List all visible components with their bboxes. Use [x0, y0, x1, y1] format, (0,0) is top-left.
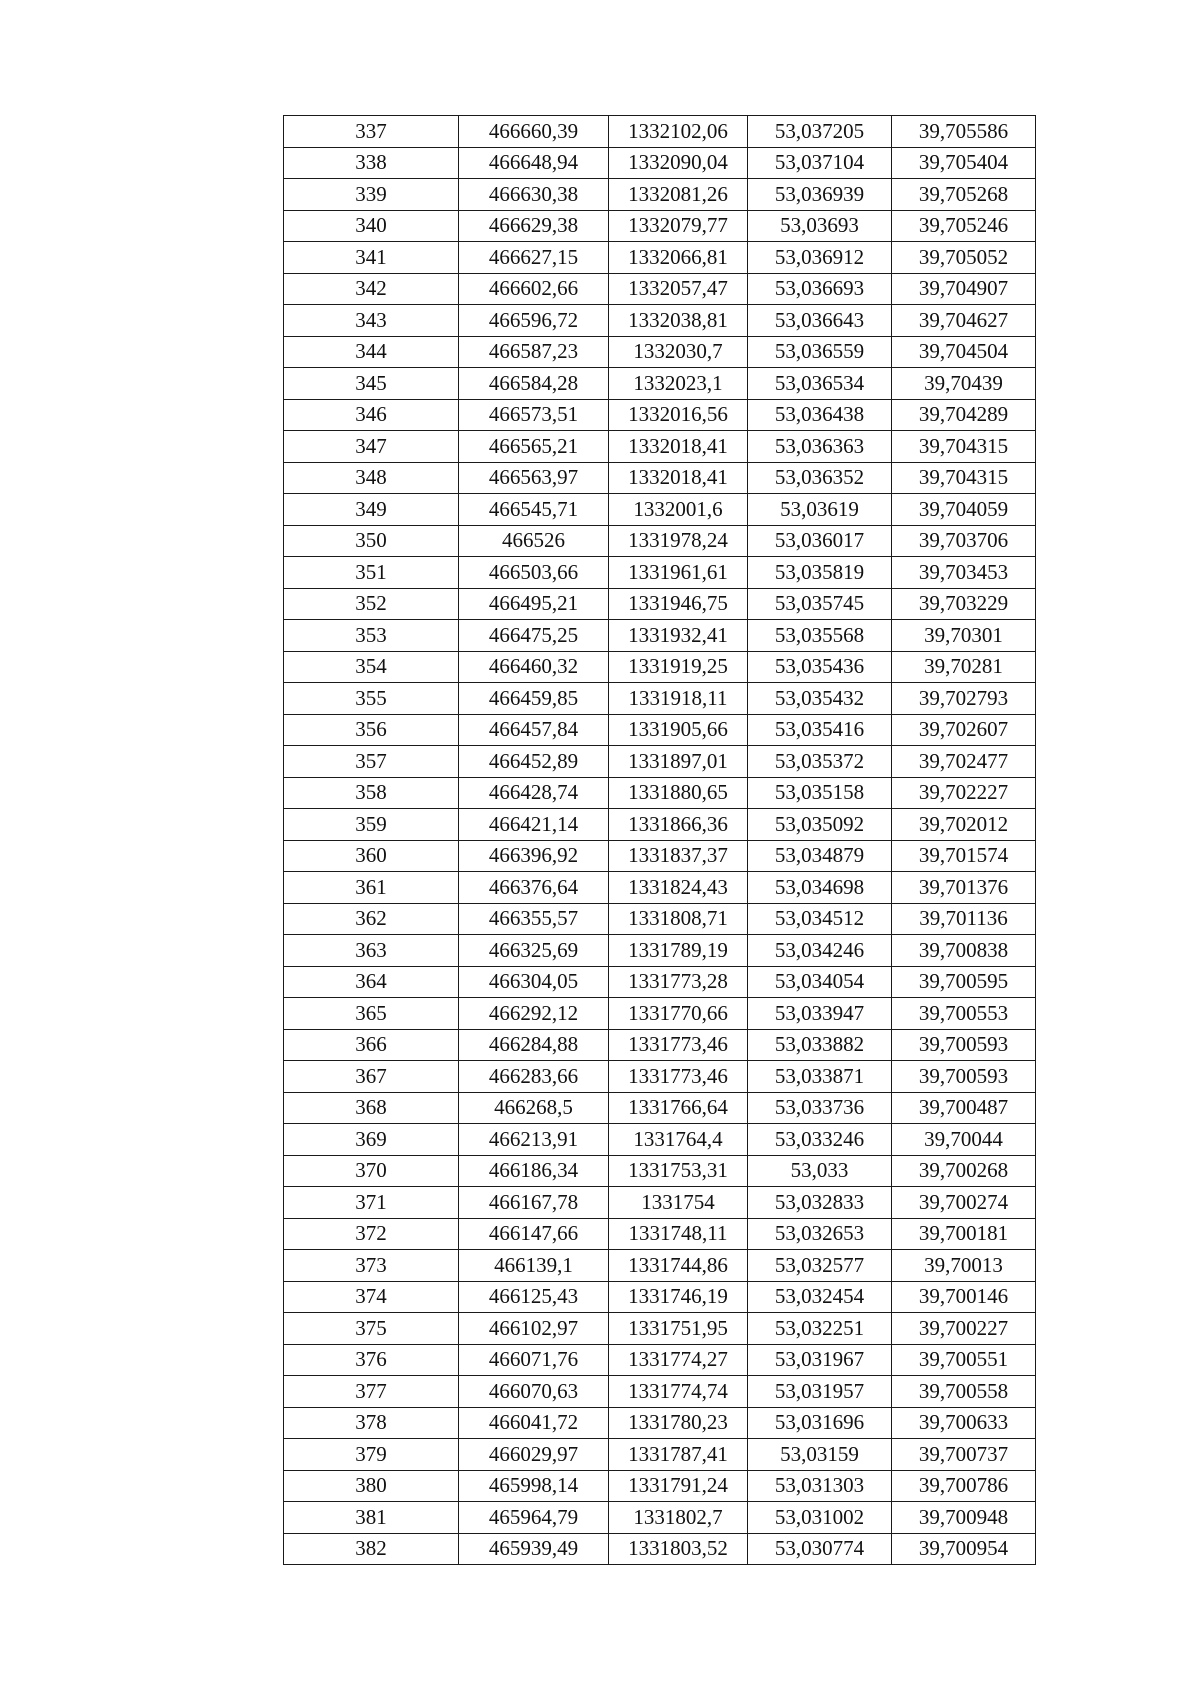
table-row — [284, 462, 1036, 494]
latitude-cell: 53,034512 — [748, 903, 892, 935]
x-coordinate-cell: 466573,51 — [459, 399, 609, 431]
longitude-cell: 39,704627 — [892, 305, 1036, 337]
longitude-cell: 39,705268 — [892, 179, 1036, 211]
y-coordinate-cell: 1331978,24 — [609, 525, 748, 557]
y-coordinate-cell: 1331897,01 — [609, 746, 748, 778]
y-coordinate-cell: 1331880,65 — [609, 777, 748, 809]
y-coordinate-cell: 1331748,11 — [609, 1218, 748, 1250]
point-number-cell: 356 — [284, 714, 459, 746]
table-row — [284, 777, 1036, 809]
longitude-cell: 39,70439 — [892, 368, 1036, 400]
x-coordinate-cell: 466102,97 — [459, 1313, 609, 1345]
y-coordinate-cell: 1332018,41 — [609, 431, 748, 463]
x-coordinate-cell: 466283,66 — [459, 1061, 609, 1093]
table-row — [284, 525, 1036, 557]
longitude-cell: 39,70013 — [892, 1250, 1036, 1282]
latitude-cell: 53,035372 — [748, 746, 892, 778]
x-coordinate-cell: 465964,79 — [459, 1502, 609, 1534]
x-coordinate-cell: 466376,64 — [459, 872, 609, 904]
point-number-cell: 376 — [284, 1344, 459, 1376]
table-row — [284, 1533, 1036, 1565]
table-row — [284, 1281, 1036, 1313]
longitude-cell: 39,702477 — [892, 746, 1036, 778]
x-coordinate-cell: 466545,71 — [459, 494, 609, 526]
table-row — [284, 588, 1036, 620]
table-row — [284, 903, 1036, 935]
latitude-cell: 53,037205 — [748, 116, 892, 148]
y-coordinate-cell: 1331753,31 — [609, 1155, 748, 1187]
point-number-cell: 381 — [284, 1502, 459, 1534]
point-number-cell: 349 — [284, 494, 459, 526]
y-coordinate-cell: 1331774,27 — [609, 1344, 748, 1376]
x-coordinate-cell: 466526 — [459, 525, 609, 557]
y-coordinate-cell: 1331918,11 — [609, 683, 748, 715]
longitude-cell: 39,700786 — [892, 1470, 1036, 1502]
y-coordinate-cell: 1331773,28 — [609, 966, 748, 998]
x-coordinate-cell: 466460,32 — [459, 651, 609, 683]
latitude-cell: 53,03693 — [748, 210, 892, 242]
table-row — [284, 336, 1036, 368]
point-number-cell: 370 — [284, 1155, 459, 1187]
point-number-cell: 374 — [284, 1281, 459, 1313]
latitude-cell: 53,032251 — [748, 1313, 892, 1345]
y-coordinate-cell: 1331866,36 — [609, 809, 748, 841]
longitude-cell: 39,702607 — [892, 714, 1036, 746]
x-coordinate-cell: 466596,72 — [459, 305, 609, 337]
latitude-cell: 53,035568 — [748, 620, 892, 652]
latitude-cell: 53,031002 — [748, 1502, 892, 1534]
y-coordinate-cell: 1332066,81 — [609, 242, 748, 274]
x-coordinate-cell: 466186,34 — [459, 1155, 609, 1187]
y-coordinate-cell: 1331770,66 — [609, 998, 748, 1030]
table-row — [284, 305, 1036, 337]
x-coordinate-cell: 466029,97 — [459, 1439, 609, 1471]
y-coordinate-cell: 1331787,41 — [609, 1439, 748, 1471]
table-row — [284, 746, 1036, 778]
table-row — [284, 1344, 1036, 1376]
y-coordinate-cell: 1331773,46 — [609, 1029, 748, 1061]
point-number-cell: 345 — [284, 368, 459, 400]
latitude-cell: 53,034698 — [748, 872, 892, 904]
table-row — [284, 998, 1036, 1030]
x-coordinate-cell: 466459,85 — [459, 683, 609, 715]
point-number-cell: 360 — [284, 840, 459, 872]
point-number-cell: 354 — [284, 651, 459, 683]
point-number-cell: 373 — [284, 1250, 459, 1282]
table-row — [284, 179, 1036, 211]
point-number-cell: 359 — [284, 809, 459, 841]
x-coordinate-cell: 466139,1 — [459, 1250, 609, 1282]
x-coordinate-cell: 466284,88 — [459, 1029, 609, 1061]
longitude-cell: 39,704059 — [892, 494, 1036, 526]
point-number-cell: 348 — [284, 462, 459, 494]
longitude-cell: 39,700227 — [892, 1313, 1036, 1345]
y-coordinate-cell: 1331774,74 — [609, 1376, 748, 1408]
point-number-cell: 378 — [284, 1407, 459, 1439]
y-coordinate-cell: 1332023,1 — [609, 368, 748, 400]
table-row — [284, 872, 1036, 904]
longitude-cell: 39,703453 — [892, 557, 1036, 589]
longitude-cell: 39,705404 — [892, 147, 1036, 179]
table-row — [284, 1187, 1036, 1219]
x-coordinate-cell: 466070,63 — [459, 1376, 609, 1408]
y-coordinate-cell: 1331791,24 — [609, 1470, 748, 1502]
point-number-cell: 351 — [284, 557, 459, 589]
x-coordinate-cell: 466627,15 — [459, 242, 609, 274]
x-coordinate-cell: 466268,5 — [459, 1092, 609, 1124]
x-coordinate-cell: 466563,97 — [459, 462, 609, 494]
table-row — [284, 651, 1036, 683]
y-coordinate-cell: 1331837,37 — [609, 840, 748, 872]
point-number-cell: 352 — [284, 588, 459, 620]
table-row — [284, 1029, 1036, 1061]
longitude-cell: 39,700593 — [892, 1061, 1036, 1093]
latitude-cell: 53,036939 — [748, 179, 892, 211]
y-coordinate-cell: 1332081,26 — [609, 179, 748, 211]
table-row — [284, 1439, 1036, 1471]
x-coordinate-cell: 466396,92 — [459, 840, 609, 872]
x-coordinate-cell: 466584,28 — [459, 368, 609, 400]
longitude-cell: 39,701376 — [892, 872, 1036, 904]
point-number-cell: 375 — [284, 1313, 459, 1345]
coordinates-table — [283, 115, 1036, 1565]
longitude-cell: 39,70281 — [892, 651, 1036, 683]
point-number-cell: 346 — [284, 399, 459, 431]
table-row — [284, 840, 1036, 872]
longitude-cell: 39,700633 — [892, 1407, 1036, 1439]
point-number-cell: 347 — [284, 431, 459, 463]
longitude-cell: 39,704504 — [892, 336, 1036, 368]
longitude-cell: 39,700595 — [892, 966, 1036, 998]
y-coordinate-cell: 1331780,23 — [609, 1407, 748, 1439]
longitude-cell: 39,700274 — [892, 1187, 1036, 1219]
point-number-cell: 355 — [284, 683, 459, 715]
x-coordinate-cell: 466503,66 — [459, 557, 609, 589]
x-coordinate-cell: 466325,69 — [459, 935, 609, 967]
point-number-cell: 377 — [284, 1376, 459, 1408]
point-number-cell: 366 — [284, 1029, 459, 1061]
longitude-cell: 39,703229 — [892, 588, 1036, 620]
x-coordinate-cell: 466565,21 — [459, 431, 609, 463]
table-row — [284, 1155, 1036, 1187]
longitude-cell: 39,704289 — [892, 399, 1036, 431]
table-row — [284, 1407, 1036, 1439]
longitude-cell: 39,700737 — [892, 1439, 1036, 1471]
longitude-cell: 39,705246 — [892, 210, 1036, 242]
longitude-cell: 39,704315 — [892, 462, 1036, 494]
point-number-cell: 367 — [284, 1061, 459, 1093]
y-coordinate-cell: 1331789,19 — [609, 935, 748, 967]
latitude-cell: 53,031696 — [748, 1407, 892, 1439]
latitude-cell: 53,035436 — [748, 651, 892, 683]
longitude-cell: 39,701136 — [892, 903, 1036, 935]
longitude-cell: 39,700268 — [892, 1155, 1036, 1187]
table-row — [284, 1124, 1036, 1156]
x-coordinate-cell: 465998,14 — [459, 1470, 609, 1502]
longitude-cell: 39,700558 — [892, 1376, 1036, 1408]
x-coordinate-cell: 466602,66 — [459, 273, 609, 305]
point-number-cell: 353 — [284, 620, 459, 652]
longitude-cell: 39,704907 — [892, 273, 1036, 305]
y-coordinate-cell: 1331751,95 — [609, 1313, 748, 1345]
x-coordinate-cell: 465939,49 — [459, 1533, 609, 1565]
table-row — [284, 809, 1036, 841]
table-row — [284, 494, 1036, 526]
longitude-cell: 39,701574 — [892, 840, 1036, 872]
y-coordinate-cell: 1332030,7 — [609, 336, 748, 368]
table-row — [284, 683, 1036, 715]
x-coordinate-cell: 466125,43 — [459, 1281, 609, 1313]
point-number-cell: 340 — [284, 210, 459, 242]
table-row — [284, 273, 1036, 305]
point-number-cell: 343 — [284, 305, 459, 337]
y-coordinate-cell: 1331744,86 — [609, 1250, 748, 1282]
latitude-cell: 53,033736 — [748, 1092, 892, 1124]
point-number-cell: 368 — [284, 1092, 459, 1124]
y-coordinate-cell: 1331961,61 — [609, 557, 748, 589]
y-coordinate-cell: 1331919,25 — [609, 651, 748, 683]
point-number-cell: 365 — [284, 998, 459, 1030]
latitude-cell: 53,032833 — [748, 1187, 892, 1219]
table-row — [284, 966, 1036, 998]
table-row — [284, 1092, 1036, 1124]
table-row — [284, 116, 1036, 148]
table-row — [284, 1250, 1036, 1282]
point-number-cell: 350 — [284, 525, 459, 557]
y-coordinate-cell: 1332018,41 — [609, 462, 748, 494]
x-coordinate-cell: 466304,05 — [459, 966, 609, 998]
x-coordinate-cell: 466495,21 — [459, 588, 609, 620]
point-number-cell: 344 — [284, 336, 459, 368]
x-coordinate-cell: 466629,38 — [459, 210, 609, 242]
latitude-cell: 53,035416 — [748, 714, 892, 746]
point-number-cell: 357 — [284, 746, 459, 778]
y-coordinate-cell: 1331764,4 — [609, 1124, 748, 1156]
latitude-cell: 53,035745 — [748, 588, 892, 620]
x-coordinate-cell: 466421,14 — [459, 809, 609, 841]
longitude-cell: 39,700146 — [892, 1281, 1036, 1313]
table-row — [284, 714, 1036, 746]
table-row — [284, 431, 1036, 463]
point-number-cell: 338 — [284, 147, 459, 179]
longitude-cell: 39,700838 — [892, 935, 1036, 967]
y-coordinate-cell: 1331746,19 — [609, 1281, 748, 1313]
point-number-cell: 372 — [284, 1218, 459, 1250]
point-number-cell: 363 — [284, 935, 459, 967]
point-number-cell: 341 — [284, 242, 459, 274]
longitude-cell: 39,700553 — [892, 998, 1036, 1030]
latitude-cell: 53,036438 — [748, 399, 892, 431]
latitude-cell: 53,030774 — [748, 1533, 892, 1565]
longitude-cell: 39,700948 — [892, 1502, 1036, 1534]
y-coordinate-cell: 1331766,64 — [609, 1092, 748, 1124]
latitude-cell: 53,031967 — [748, 1344, 892, 1376]
point-number-cell: 358 — [284, 777, 459, 809]
table-row — [284, 620, 1036, 652]
table-row — [284, 557, 1036, 589]
point-number-cell: 371 — [284, 1187, 459, 1219]
latitude-cell: 53,036017 — [748, 525, 892, 557]
y-coordinate-cell: 1332016,56 — [609, 399, 748, 431]
longitude-cell: 39,700181 — [892, 1218, 1036, 1250]
table-row — [284, 1061, 1036, 1093]
latitude-cell: 53,036559 — [748, 336, 892, 368]
y-coordinate-cell: 1331824,43 — [609, 872, 748, 904]
latitude-cell: 53,033246 — [748, 1124, 892, 1156]
y-coordinate-cell: 1331932,41 — [609, 620, 748, 652]
longitude-cell: 39,70044 — [892, 1124, 1036, 1156]
latitude-cell: 53,036643 — [748, 305, 892, 337]
longitude-cell: 39,704315 — [892, 431, 1036, 463]
table-row — [284, 1218, 1036, 1250]
latitude-cell: 53,037104 — [748, 147, 892, 179]
table-row — [284, 242, 1036, 274]
point-number-cell: 362 — [284, 903, 459, 935]
table-row — [284, 147, 1036, 179]
latitude-cell: 53,032653 — [748, 1218, 892, 1250]
latitude-cell: 53,033882 — [748, 1029, 892, 1061]
longitude-cell: 39,700593 — [892, 1029, 1036, 1061]
latitude-cell: 53,035432 — [748, 683, 892, 715]
table-row — [284, 1502, 1036, 1534]
longitude-cell: 39,700487 — [892, 1092, 1036, 1124]
y-coordinate-cell: 1331905,66 — [609, 714, 748, 746]
longitude-cell: 39,700551 — [892, 1344, 1036, 1376]
longitude-cell: 39,705586 — [892, 116, 1036, 148]
x-coordinate-cell: 466457,84 — [459, 714, 609, 746]
table-row — [284, 1313, 1036, 1345]
point-number-cell: 337 — [284, 116, 459, 148]
y-coordinate-cell: 1332079,77 — [609, 210, 748, 242]
longitude-cell: 39,702227 — [892, 777, 1036, 809]
table-row — [284, 935, 1036, 967]
point-number-cell: 382 — [284, 1533, 459, 1565]
latitude-cell: 53,033947 — [748, 998, 892, 1030]
latitude-cell: 53,03619 — [748, 494, 892, 526]
y-coordinate-cell: 1331773,46 — [609, 1061, 748, 1093]
y-coordinate-cell: 1331946,75 — [609, 588, 748, 620]
x-coordinate-cell: 466041,72 — [459, 1407, 609, 1439]
x-coordinate-cell: 466167,78 — [459, 1187, 609, 1219]
x-coordinate-cell: 466213,91 — [459, 1124, 609, 1156]
longitude-cell: 39,703706 — [892, 525, 1036, 557]
x-coordinate-cell: 466660,39 — [459, 116, 609, 148]
point-number-cell: 364 — [284, 966, 459, 998]
latitude-cell: 53,036912 — [748, 242, 892, 274]
point-number-cell: 339 — [284, 179, 459, 211]
latitude-cell: 53,034879 — [748, 840, 892, 872]
latitude-cell: 53,031957 — [748, 1376, 892, 1408]
table-row — [284, 1470, 1036, 1502]
table-row — [284, 368, 1036, 400]
latitude-cell: 53,032454 — [748, 1281, 892, 1313]
y-coordinate-cell: 1332001,6 — [609, 494, 748, 526]
y-coordinate-cell: 1332057,47 — [609, 273, 748, 305]
x-coordinate-cell: 466071,76 — [459, 1344, 609, 1376]
latitude-cell: 53,034054 — [748, 966, 892, 998]
latitude-cell: 53,031303 — [748, 1470, 892, 1502]
latitude-cell: 53,033871 — [748, 1061, 892, 1093]
x-coordinate-cell: 466630,38 — [459, 179, 609, 211]
longitude-cell: 39,702793 — [892, 683, 1036, 715]
x-coordinate-cell: 466292,12 — [459, 998, 609, 1030]
longitude-cell: 39,702012 — [892, 809, 1036, 841]
x-coordinate-cell: 466355,57 — [459, 903, 609, 935]
table-row — [284, 1376, 1036, 1408]
table-row — [284, 399, 1036, 431]
longitude-cell: 39,700954 — [892, 1533, 1036, 1565]
coordinates-table-body — [284, 116, 1036, 1565]
point-number-cell: 380 — [284, 1470, 459, 1502]
y-coordinate-cell: 1331803,52 — [609, 1533, 748, 1565]
latitude-cell: 53,033 — [748, 1155, 892, 1187]
point-number-cell: 342 — [284, 273, 459, 305]
latitude-cell: 53,036534 — [748, 368, 892, 400]
longitude-cell: 39,705052 — [892, 242, 1036, 274]
y-coordinate-cell: 1331808,71 — [609, 903, 748, 935]
longitude-cell: 39,70301 — [892, 620, 1036, 652]
x-coordinate-cell: 466452,89 — [459, 746, 609, 778]
point-number-cell: 369 — [284, 1124, 459, 1156]
latitude-cell: 53,036693 — [748, 273, 892, 305]
latitude-cell: 53,035158 — [748, 777, 892, 809]
y-coordinate-cell: 1332038,81 — [609, 305, 748, 337]
point-number-cell: 379 — [284, 1439, 459, 1471]
x-coordinate-cell: 466147,66 — [459, 1218, 609, 1250]
x-coordinate-cell: 466475,25 — [459, 620, 609, 652]
y-coordinate-cell: 1331754 — [609, 1187, 748, 1219]
y-coordinate-cell: 1332090,04 — [609, 147, 748, 179]
x-coordinate-cell: 466587,23 — [459, 336, 609, 368]
point-number-cell: 361 — [284, 872, 459, 904]
latitude-cell: 53,036363 — [748, 431, 892, 463]
latitude-cell: 53,032577 — [748, 1250, 892, 1282]
latitude-cell: 53,036352 — [748, 462, 892, 494]
x-coordinate-cell: 466648,94 — [459, 147, 609, 179]
latitude-cell: 53,035092 — [748, 809, 892, 841]
latitude-cell: 53,03159 — [748, 1439, 892, 1471]
latitude-cell: 53,035819 — [748, 557, 892, 589]
latitude-cell: 53,034246 — [748, 935, 892, 967]
x-coordinate-cell: 466428,74 — [459, 777, 609, 809]
y-coordinate-cell: 1331802,7 — [609, 1502, 748, 1534]
y-coordinate-cell: 1332102,06 — [609, 116, 748, 148]
table-row — [284, 210, 1036, 242]
